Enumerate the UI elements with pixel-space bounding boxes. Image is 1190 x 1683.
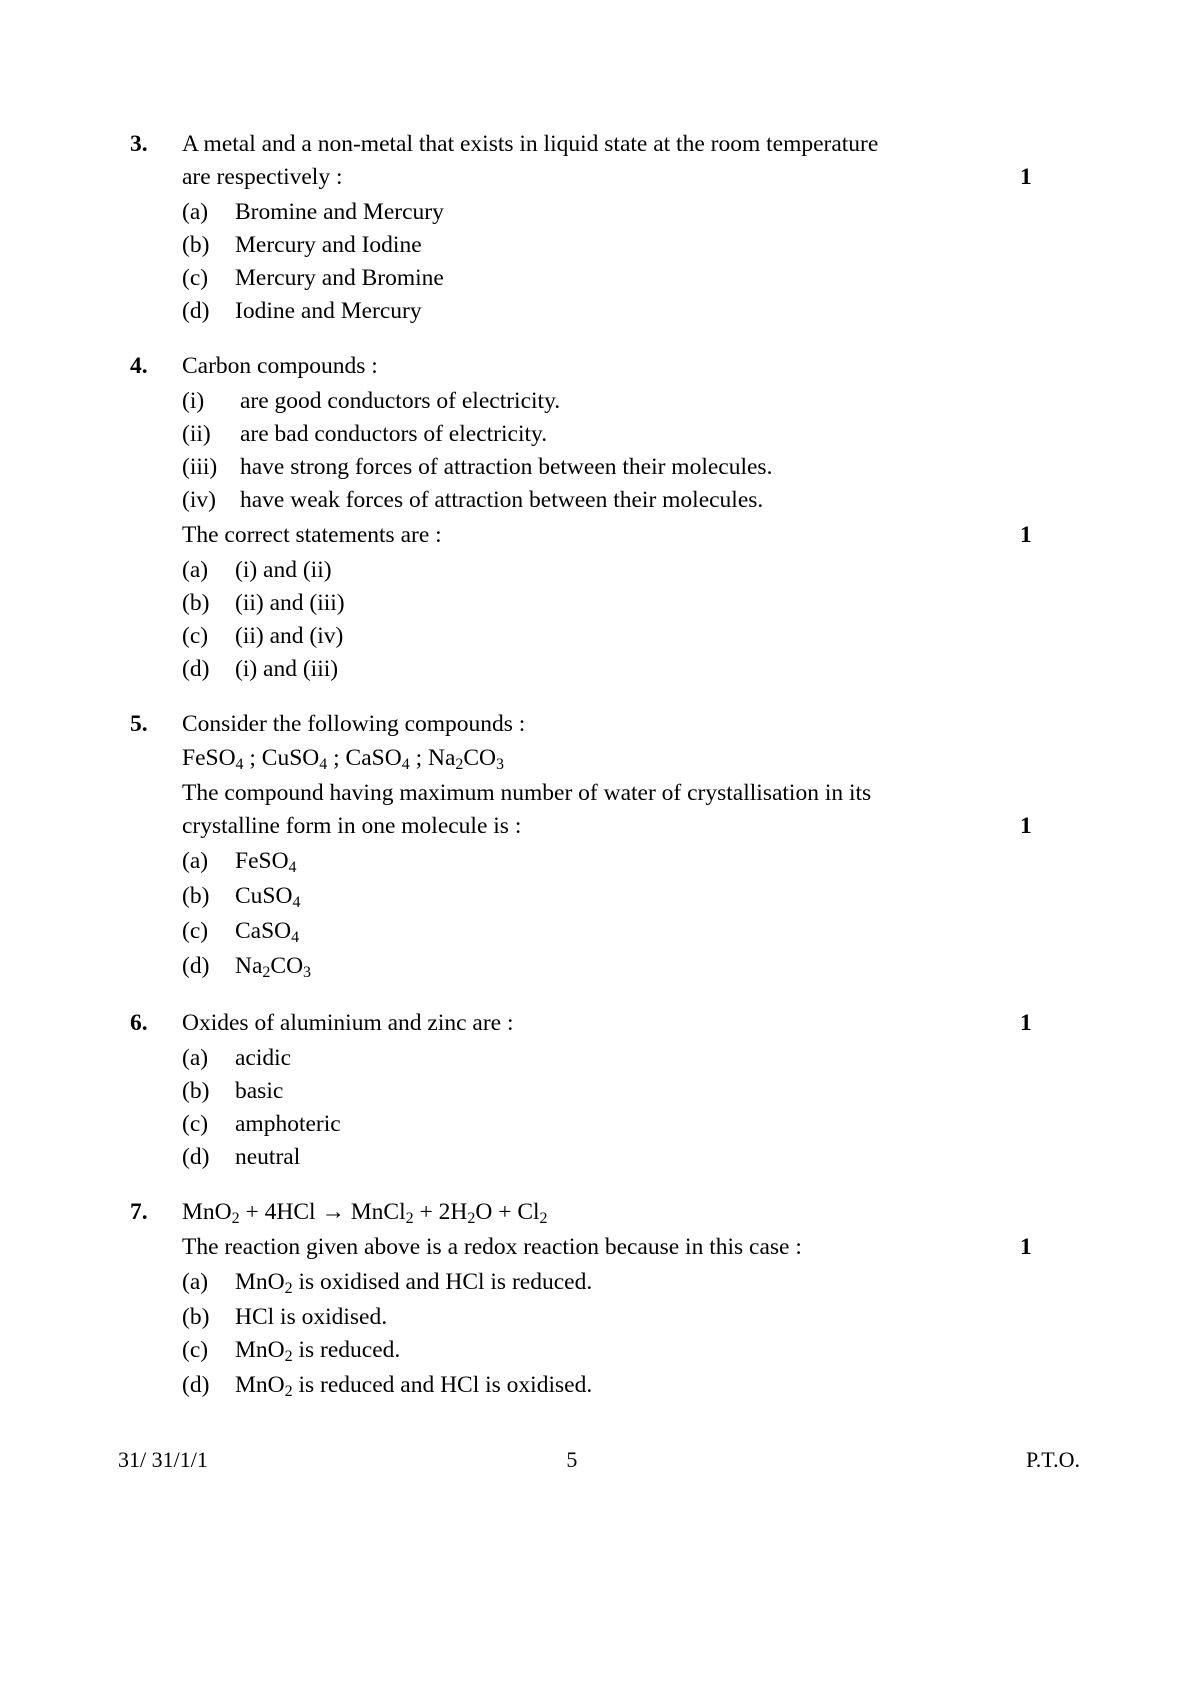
option-label: (d) <box>182 1144 210 1170</box>
option-text: (ii) and (iii) <box>235 590 345 616</box>
option-a[interactable] <box>182 196 1020 229</box>
question-body <box>182 350 1032 686</box>
statement-list <box>182 385 1020 517</box>
marks-value: 1 <box>1020 813 1032 839</box>
statement-ii <box>182 418 1020 451</box>
option-label: (a) <box>182 1269 209 1295</box>
option-text: Bromine and Mercury <box>235 199 444 225</box>
option-text: Mercury and Iodine <box>235 232 422 258</box>
option-text: CaSO$_4$ <box>235 918 300 947</box>
marks-value: 1 <box>1020 164 1032 190</box>
question-number: 6. <box>130 1010 148 1036</box>
paper-code: 31/ 31/1/1 <box>118 1447 208 1472</box>
stem-line <box>182 161 1032 194</box>
question-body <box>182 128 1032 328</box>
sub-stem-line <box>182 810 1032 843</box>
question-7 <box>130 1196 1032 1404</box>
option-text: MnO$_2$ is reduced and HCl is oxidised. <box>235 1372 593 1401</box>
option-text: basic <box>235 1078 284 1104</box>
option-b[interactable] <box>182 1301 1020 1334</box>
pto-label: P.T.O. <box>1026 1447 1080 1472</box>
option-label: (c) <box>182 918 209 944</box>
stem-line: Carbon compounds : <box>182 353 378 379</box>
option-text: (i) and (iii) <box>235 656 339 682</box>
page-footer <box>118 1445 1080 1475</box>
option-a[interactable] <box>182 1266 1020 1301</box>
option-d[interactable] <box>182 295 1020 328</box>
question-sub-stem <box>182 519 1032 552</box>
option-c[interactable] <box>182 1108 1020 1141</box>
option-text: FeSO$_4$ <box>235 848 297 877</box>
sub-stem-line <box>182 519 1032 552</box>
option-label: (b) <box>182 232 210 258</box>
statement-iii <box>182 451 1020 484</box>
statement-text: are bad conductors of electricity. <box>240 421 548 447</box>
option-label: (b) <box>182 590 210 616</box>
sub-stem-text: The correct statements are : <box>182 522 442 548</box>
question-number: 3. <box>130 131 148 157</box>
option-text: (i) and (ii) <box>235 557 332 583</box>
option-label: (d) <box>182 1372 210 1398</box>
option-text: acidic <box>235 1045 292 1071</box>
option-a[interactable] <box>182 1042 1020 1075</box>
option-text: MnO$_2$ is oxidised and HCl is reduced. <box>235 1269 593 1298</box>
option-label: (b) <box>182 1078 210 1104</box>
option-b[interactable] <box>182 229 1020 262</box>
option-list <box>182 196 1020 328</box>
questions-container <box>130 128 1032 1426</box>
option-d[interactable] <box>182 950 1020 985</box>
statement-text: are good conductors of electricity. <box>240 388 561 414</box>
option-text: Iodine and Mercury <box>235 298 422 324</box>
question-number: 5. <box>130 711 148 737</box>
stem-line-text: Oxides of aluminium and zinc are : <box>182 1010 514 1036</box>
question-number: 4. <box>130 353 148 379</box>
option-text: Mercury and Bromine <box>235 265 444 291</box>
option-text: $Na_2CO_3$ <box>235 953 312 982</box>
statement-text: have strong forces of attraction between their molecules. <box>240 454 773 480</box>
option-d[interactable] <box>182 1369 1020 1404</box>
marks-value: 1 <box>1020 1234 1032 1260</box>
question-sub-stem <box>182 1231 1032 1264</box>
option-text: CuSO$_4$ <box>235 883 301 912</box>
sub-stem-text: The reaction given above is a redox reaction because in this case : <box>182 1234 802 1260</box>
question-stem <box>182 350 1020 383</box>
question-body <box>182 1196 1032 1404</box>
question-stem <box>182 1007 1032 1040</box>
option-label: (d) <box>182 298 210 324</box>
sub-stem-text: crystalline form in one molecule is : <box>182 813 522 839</box>
option-label: (c) <box>182 1337 209 1363</box>
option-text: neutral <box>235 1144 301 1170</box>
option-label: (c) <box>182 623 209 649</box>
page-number: 5 <box>566 1447 578 1472</box>
question-number: 7. <box>130 1199 148 1225</box>
question-stem <box>182 708 1020 741</box>
statement-iv <box>182 484 1020 517</box>
option-label: (c) <box>182 1111 209 1137</box>
option-list <box>182 1266 1020 1404</box>
compound-formula-list: FeSO$_4$ ; CuSO$_4$ ; CaSO$_4$ ; $Na_2CO_3$ <box>182 745 504 774</box>
question-body <box>182 1007 1032 1174</box>
stem-line: Consider the following compounds : <box>182 711 526 737</box>
question-3 <box>130 128 1032 328</box>
option-c[interactable] <box>182 915 1020 950</box>
option-label: (a) <box>182 199 209 225</box>
statement-label: (i) <box>182 388 205 414</box>
stem-line-text: are respectively : <box>182 164 343 190</box>
sub-stem-line <box>182 1231 1032 1264</box>
option-label: (d) <box>182 953 210 979</box>
statement-label: (ii) <box>182 421 211 447</box>
option-text: (ii) and (iv) <box>235 623 344 649</box>
chemical-equation: MnO$_2$ + 4HCl → MnCl$_2$ + $2H_2O + Cl_2$ <box>182 1199 548 1228</box>
question-6 <box>130 1007 1032 1174</box>
option-label: (b) <box>182 883 210 909</box>
statement-label: (iv) <box>182 487 216 513</box>
option-a[interactable] <box>182 554 1020 587</box>
option-list <box>182 554 1020 686</box>
option-label: (b) <box>182 1304 210 1330</box>
statement-label: (iii) <box>182 454 218 480</box>
option-label: (a) <box>182 1045 209 1071</box>
stem-line: A metal and a non-metal that exists in liquid state at the room temperature <box>182 131 879 157</box>
option-text: amphoteric <box>235 1111 341 1137</box>
option-list <box>182 845 1020 985</box>
option-c[interactable] <box>182 262 1020 295</box>
option-label: (a) <box>182 557 209 583</box>
option-c[interactable] <box>182 620 1020 653</box>
option-list <box>182 1042 1020 1174</box>
question-stem <box>182 128 1032 194</box>
option-label: (d) <box>182 656 210 682</box>
option-b[interactable] <box>182 1075 1020 1108</box>
option-label: (c) <box>182 265 209 291</box>
marks-value: 1 <box>1020 1010 1032 1036</box>
sub-stem-line: The compound having maximum number of water of crystallisation in its <box>182 780 872 806</box>
question-5 <box>130 708 1032 985</box>
option-text: HCl is oxidised. <box>235 1304 388 1330</box>
question-4 <box>130 350 1032 686</box>
question-body <box>182 708 1032 985</box>
option-b[interactable] <box>182 880 1020 915</box>
statement-text: have weak forces of attraction between their molecules. <box>240 487 764 513</box>
option-a[interactable] <box>182 845 1020 880</box>
option-c[interactable] <box>182 1334 1020 1369</box>
marks-value: 1 <box>1020 522 1032 548</box>
option-d[interactable] <box>182 653 1020 686</box>
statement-i <box>182 385 1020 418</box>
option-label: (a) <box>182 848 209 874</box>
question-sub-stem <box>182 777 1032 843</box>
stem-line <box>182 1007 1032 1040</box>
option-d[interactable] <box>182 1141 1020 1174</box>
option-b[interactable] <box>182 587 1020 620</box>
option-text: MnO$_2$ is reduced. <box>235 1337 401 1366</box>
